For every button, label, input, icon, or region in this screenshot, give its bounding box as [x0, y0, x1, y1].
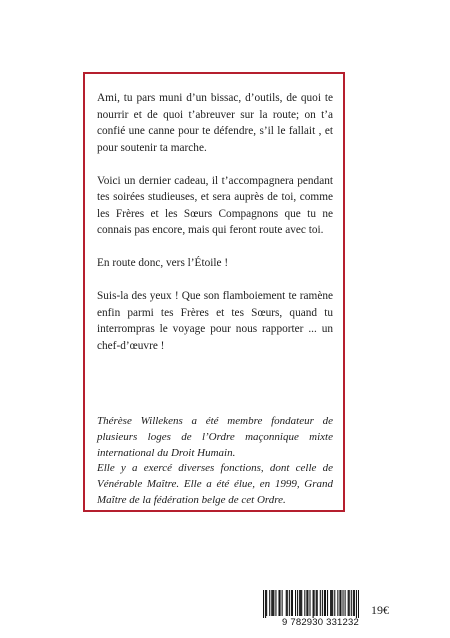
barcode-bar: [358, 590, 359, 618]
barcode-bar: [272, 590, 273, 616]
isbn-barcode: [263, 590, 359, 628]
barcode-bar: [324, 590, 325, 616]
barcode-bar: [287, 590, 288, 616]
barcode-bar: [334, 590, 335, 616]
barcode-bar: [339, 590, 340, 616]
barcode-bar: [297, 590, 298, 616]
barcode-bar: [354, 590, 355, 616]
blurb: [97, 90, 333, 371]
barcode-bar: [340, 590, 341, 616]
barcode-bar: [314, 590, 315, 616]
barcode-bar: [306, 590, 307, 616]
barcode-bar: [278, 590, 279, 616]
barcode-bar: [320, 590, 321, 616]
barcode-bar: [353, 590, 354, 616]
author-bio-line-2: Elle y a exercé diverses fonctions, dont celle de Vénérable Maître. Elle a été élue, en 1999, Grand Maître de la fédération belge de cet Ordre.: [97, 462, 333, 506]
barcode-bar: [280, 590, 281, 616]
isbn-digits: 9 782930 331232: [282, 617, 359, 628]
barcode-bar: [342, 590, 343, 616]
barcode-bar: [263, 590, 264, 618]
blurb-paragraph-3: En route donc, vers l’Étoile !: [97, 257, 229, 269]
barcode-bar: [282, 590, 283, 616]
barcode-bar: [301, 590, 302, 616]
barcode-bar: [330, 590, 331, 616]
blurb-paragraph-1: Ami, tu pars muni d’un bissac, d’outils, de quoi te nourrir et de quoi t’abreuver sur la route; on t’a confié une canne pour te défendre, s’il le fallait , et pour soutenir ta marche.: [97, 92, 333, 154]
author-bio: [97, 414, 333, 509]
author-bio-line-1: Thérèse Willekens a été membre fondateur de plusieurs loges de l’Ordre maçonnique mixte international du Droit Humain.: [97, 415, 333, 459]
barcode-bar: [300, 590, 301, 616]
barcode-bar: [317, 590, 318, 616]
barcode-bar: [292, 590, 293, 616]
barcode-bar: [351, 590, 352, 616]
barcode-bar: [332, 590, 333, 616]
barcode-bar: [266, 590, 267, 616]
barcode-bar: [316, 590, 317, 616]
price-label: 19€: [371, 603, 389, 617]
barcode-bar: [331, 590, 332, 616]
barcode-bar: [322, 590, 323, 616]
barcode-bar: [295, 590, 296, 616]
barcode-bars: [263, 590, 359, 618]
barcode-bar: [345, 590, 346, 616]
barcode-bar: [309, 590, 310, 616]
barcode-bar: [265, 590, 266, 618]
barcode-bar: [275, 590, 276, 616]
barcode-bar: [271, 590, 272, 616]
barcode-bar: [304, 590, 305, 616]
barcode-bar: [337, 590, 338, 616]
barcode-bar: [348, 590, 349, 616]
barcode-bar: [325, 590, 326, 616]
barcode-bar: [289, 590, 290, 616]
barcode-bar: [269, 590, 270, 616]
barcode-bar: [313, 590, 314, 618]
barcode-bar: [273, 590, 274, 616]
blurb-paragraph-4: Suis-la des yeux ! Que son flamboiement te ramène enfin parmi tes Frères et tes Sœurs, quand tu interrompras le voyage pour nous rapporter ... un chef-d’œuvre !: [97, 290, 333, 352]
barcode-bar: [349, 590, 350, 616]
barcode-bar: [291, 590, 292, 616]
blurb-paragraph-2: Voici un dernier cadeau, il t’accompagnera pendant tes soirées studieuses, et sera auprès de toi, comme les Frères et les Sœurs Compagnons que tu ne connais pas encore, mais qui feront route avec toi.: [97, 174, 333, 236]
barcode-bar: [356, 590, 357, 618]
barcode-bar: [327, 590, 328, 616]
text-frame: [83, 72, 345, 512]
barcode-bar: [286, 590, 287, 616]
barcode-bar: [299, 590, 300, 616]
barcode-bar: [307, 590, 308, 616]
